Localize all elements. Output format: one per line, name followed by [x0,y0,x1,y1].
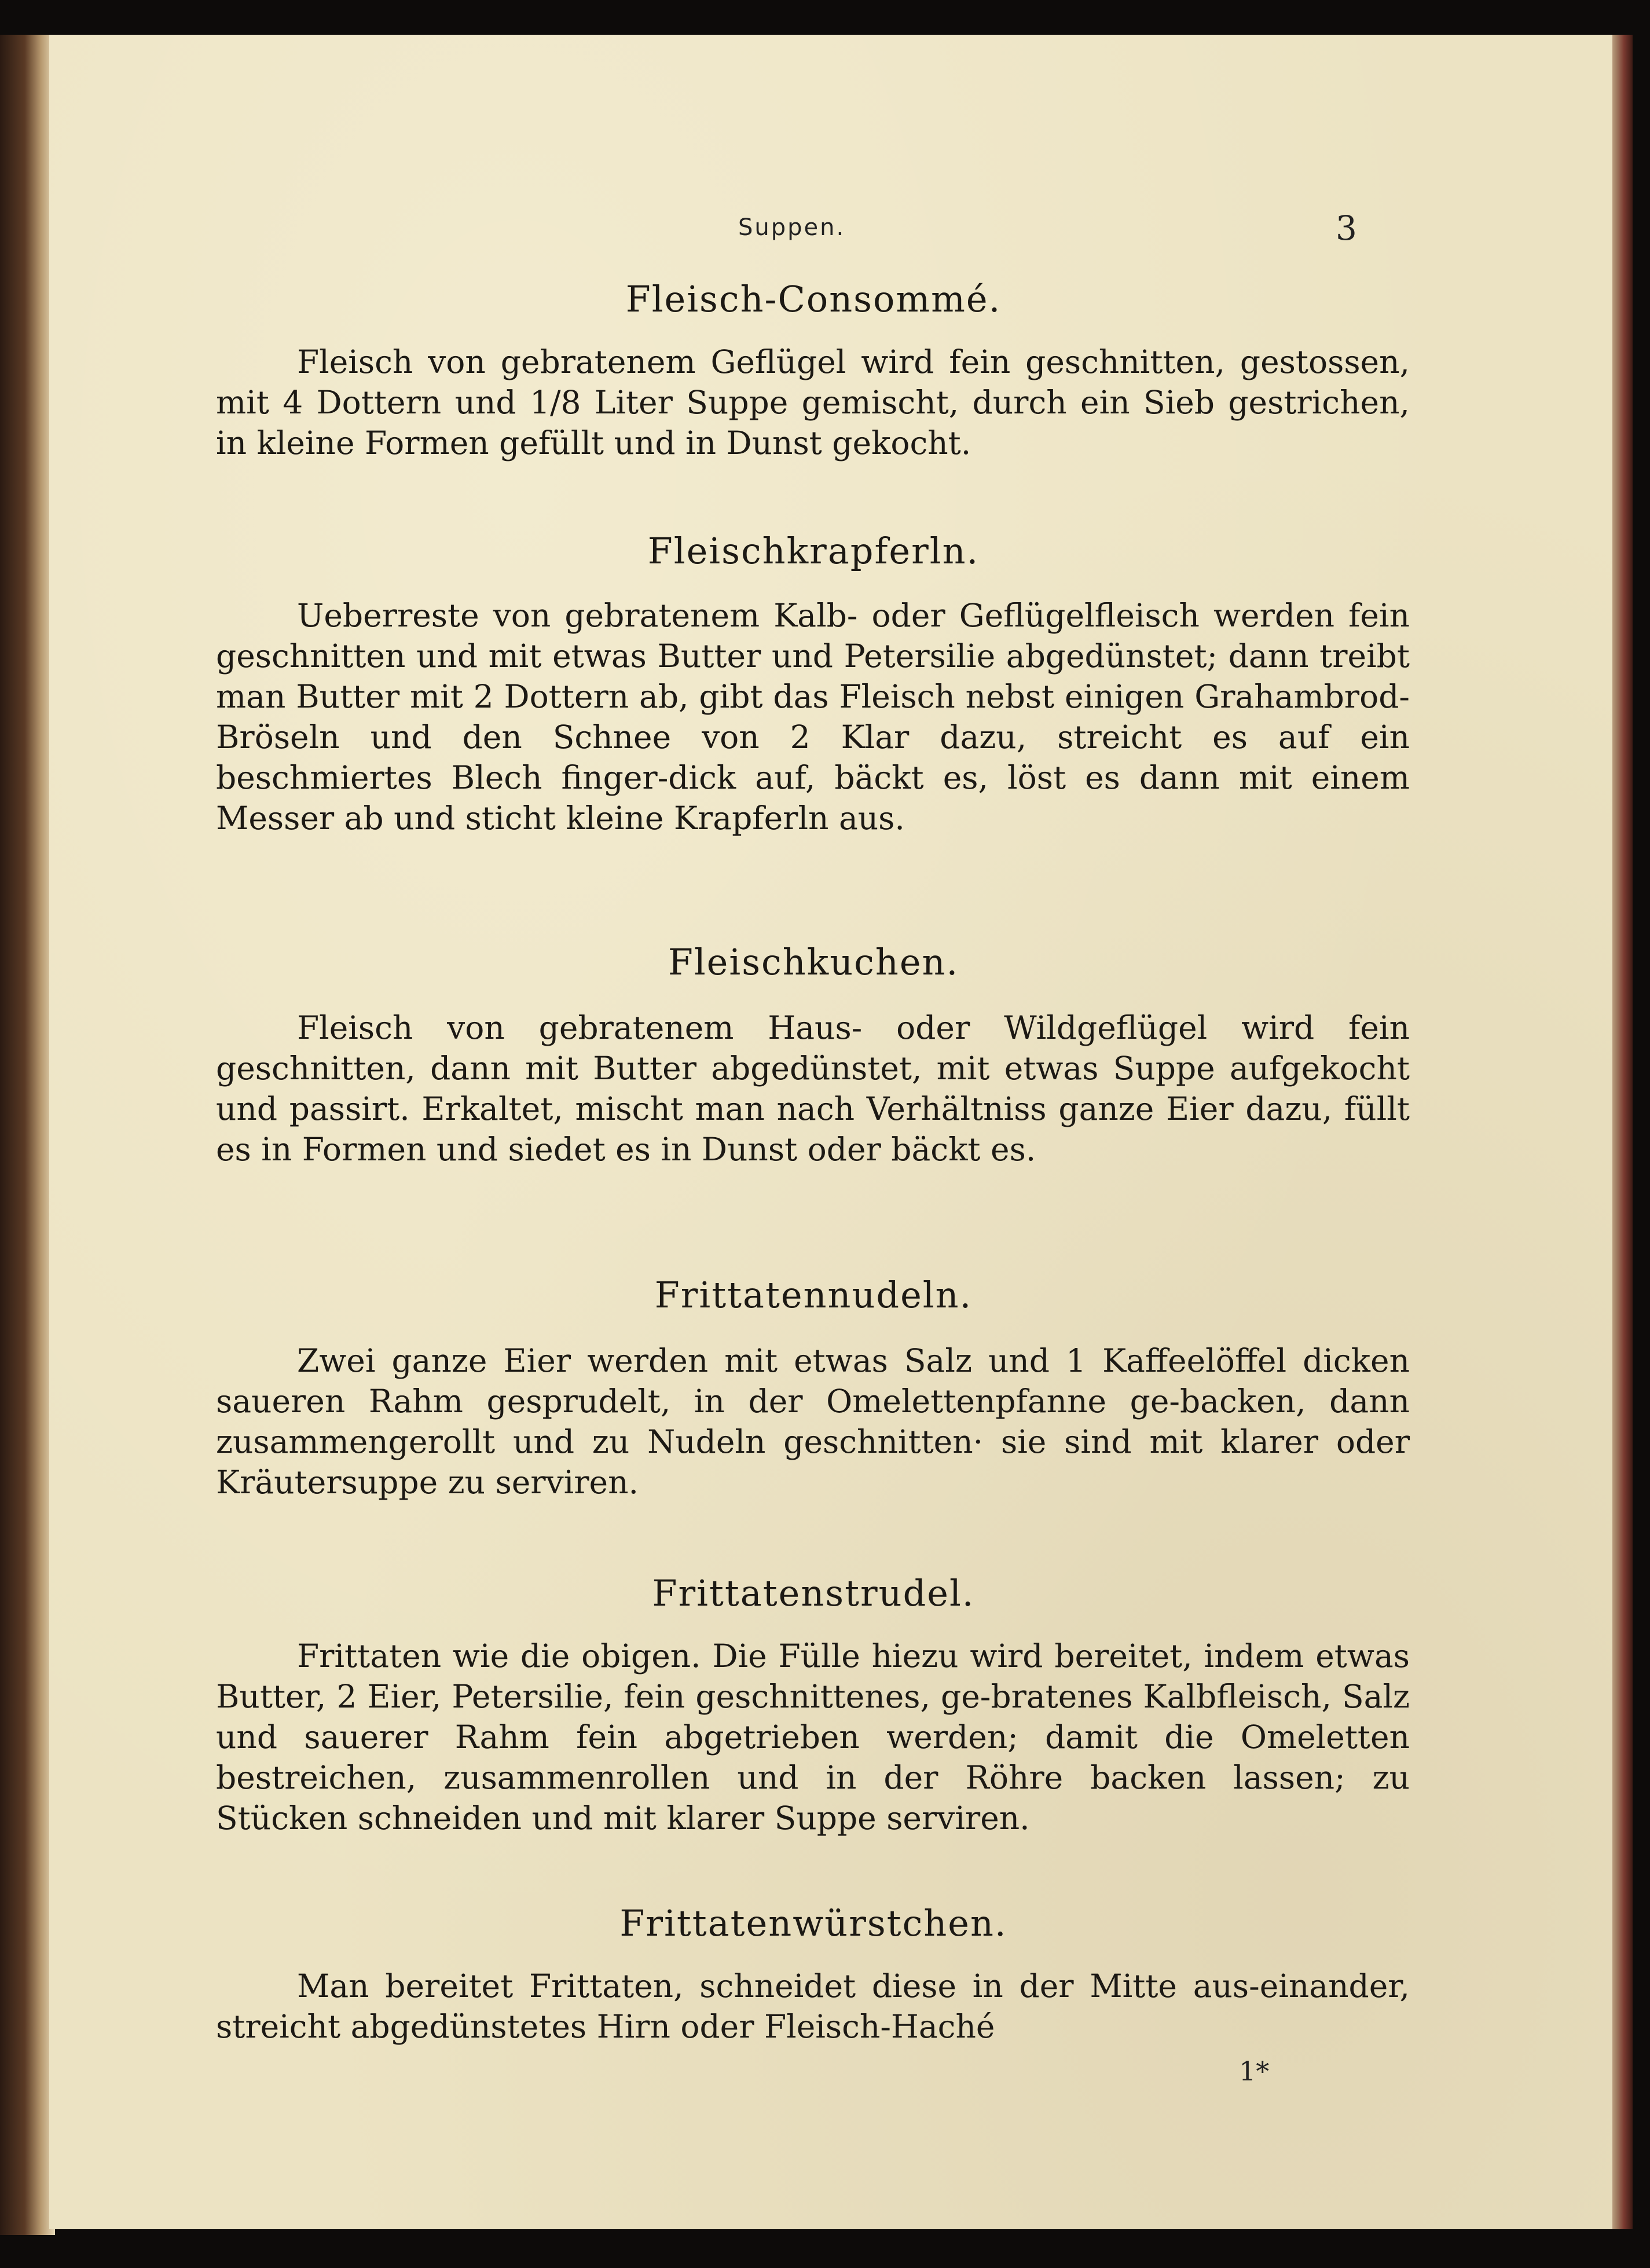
running-title: Suppen. [738,214,846,241]
book-binding-edge [0,35,55,2235]
recipe-text: Man bereitet Frittaten, schneidet diese in der Mitte aus-einander, streicht abgedünstetes Hirn oder Fleisch-Haché [216,1967,1410,2045]
recipe-title: Fleisch-Consommé. [625,278,1002,320]
recipe-text: Fleisch von gebratenem Haus- oder Wildgeflügel wird fein geschnitten, dann mit Butter abgedünstet, mit etwas Suppe aufgekocht und passirt. Erkaltet, mischt man nach Verhältniss ganze Eier dazu, füllt es in Formen und siedet es in Dunst oder bäckt es. [216,1009,1410,1168]
page-number: 3 [1336,208,1357,248]
recipe-title: Frittatenwürstchen. [619,1902,1007,1944]
printer-signature-mark: 1* [1239,2056,1270,2087]
recipe-text: Zwei ganze Eier werden mit etwas Salz und 1 Kaffeelöffel dicken saueren Rahm gesprudelt, in der Omelettenpfanne ge-backen, dann zusammengerollt und zu Nudeln geschnitten· sie sind mit klarer oder Kräutersuppe zu serviren. [216,1342,1410,1501]
recipe-text: Fleisch von gebratenem Geflügel wird fein geschnitten, gestossen, mit 4 Dottern und 1/8 Liter Suppe gemischt, durch ein Sieb gestrichen, in kleine Formen gefüllt und in Dunst gekocht. [216,343,1410,461]
recipe-title: Frittatennudeln. [654,1274,973,1316]
recipe-text: Ueberreste von gebratenem Kalb- oder Geflügelfleisch werden fein geschnitten und mit etwas Butter und Petersilie abgedünstet; dann treibt man Butter mit 2 Dottern ab, gibt das Fleisch nebst einigen Grahambrod-Bröseln und den Schnee von 2 Klar dazu, streicht es auf ein beschmiertes Blech finger-dick auf, bäckt es, löst es dann mit einem Messer ab und sticht kleine Krapferln aus. [216,597,1410,837]
recipe-text: Frittaten wie die obigen. Die Fülle hiezu wird bereitet, indem etwas Butter, 2 Eier, Petersilie, fein geschnittenes, ge-bratenes Kalbfleisch, Salz und sauerer Rahm fein abgetrieben werden; damit die Omeletten bestreichen, zusammenrollen und in der Röhre backen lassen; zu Stücken schneiden und mit klarer Suppe serviren. [216,1637,1410,1837]
recipe-title: Fleischkrapferln. [647,530,980,572]
recipe-title: Frittatenstrudel. [652,1572,975,1614]
recipe-title: Fleischkuchen. [668,941,959,983]
running-header [49,208,1612,255]
page-paper [49,35,1612,2229]
